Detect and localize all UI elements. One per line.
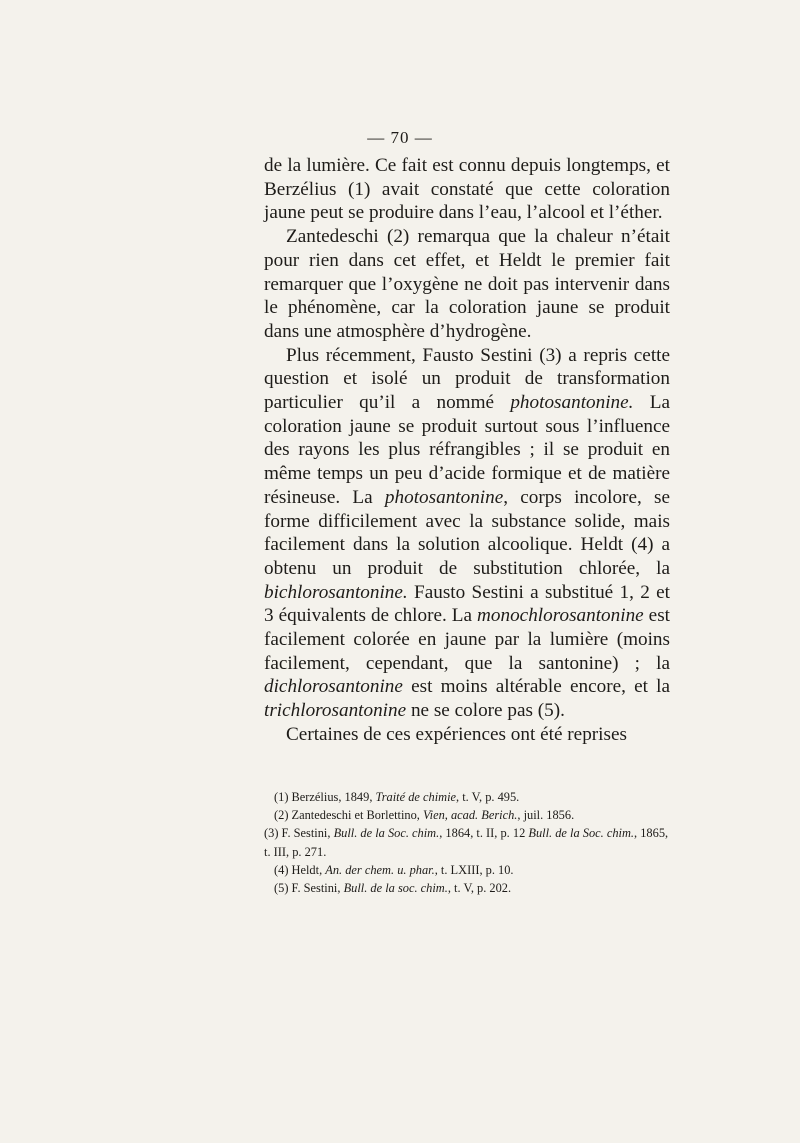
footnote-text: (5) F. Sestini, [274, 881, 344, 896]
footnotes [264, 788, 670, 897]
footnote-citation-title: Vien, acad. Berich. [422, 808, 518, 823]
footnote [264, 879, 670, 897]
footnote-text: , juil. 1856. [517, 808, 575, 823]
footnote-text: , t. V, p. 202. [447, 881, 512, 896]
footnote [264, 806, 670, 824]
italic-term: photosantonine [384, 486, 504, 508]
text-run: est facilement colorée en jaune par la lumière (moins facilement, cependant, que la santonine) ; la [264, 605, 670, 674]
footnote-citation-title: Bull. de la Soc. chim. [528, 826, 635, 841]
footnote-citation-title: Traité de chimie [375, 790, 457, 804]
footnote-text: (1) Berzélius, 1849, [274, 790, 376, 804]
paragraph [264, 344, 670, 723]
text-run: Plus récemment, Fausto Sestini (3) a repris cette question et isolé un produit de transformation particulier qu’il a nommé [264, 344, 670, 414]
text-run: ne se colore pas (5). [406, 700, 565, 722]
footnote [264, 861, 670, 879]
italic-term: trichlorosantonine [264, 700, 407, 722]
footnote [264, 788, 670, 806]
footnote-citation-title: Bull. de la soc. chim. [343, 881, 448, 896]
footnote [264, 824, 670, 860]
italic-term: dichlorosantonine [264, 676, 403, 698]
footnote-citation-title: An. der chem. u. phar. [325, 862, 435, 877]
text-run: Certaines de ces expériences ont été reprises [286, 723, 627, 745]
paragraph [264, 225, 670, 344]
footnote-text: (2) Zantedeschi et Borlettino, [274, 808, 423, 823]
paragraph [264, 723, 670, 747]
footnote-text: , t. V, p. 495. [456, 790, 520, 804]
paragraph [264, 154, 670, 225]
text-run: , corps incolore, se forme difficilement avec la substance solide, mais facilement dans la solution alcoolique. Heldt (4) a obtenu un produit de substitution chlorée, la [264, 486, 670, 579]
body-text [264, 154, 670, 747]
text-run: de la lumière. Ce fait est connu depuis longtemps, et Berzélius (1) avait constaté que cette coloration jaune peut se produire dans l’eau, l’alcool et l’éther. [264, 155, 670, 224]
footnote-text: (3) F. Sestini, [264, 826, 334, 841]
footnote-text: , t. LXIII, p. 10. [434, 862, 514, 877]
text-run: est moins altérable encore, et la [402, 676, 670, 698]
footnote-citation-title: Bull. de la Soc. chim. [333, 826, 440, 841]
footnote-text: (4) Heldt, [274, 862, 326, 877]
text-run: Zantedeschi (2) remarqua que la chaleur n’était pour rien dans cet effet, et Heldt le premier fait remarquer que l’oxygène ne doit pas intervenir dans le phénomène, car la coloration jaune se produit dans une atmosphère d’hydrogène. [264, 226, 670, 342]
italic-term: photosantonine. [510, 392, 634, 414]
italic-term: monochlorosantonine [477, 605, 644, 627]
italic-term: bichlorosantonine. [264, 581, 408, 603]
text-run: La coloration jaune se produit surtout sous l’influence des rayons les plus réfrangibles ; il se produit en même temps un peu d’acide formique et de matière résineuse. La [264, 392, 670, 508]
page-number: — 70 — [367, 128, 433, 147]
footnote-text: , 1864, t. II, p. 12 [439, 826, 529, 841]
footnote-text: , 1865, t. III, p. 271. [264, 826, 669, 859]
text-run: Fausto Sestini a substitué 1, 2 et 3 équivalents de chlore. La [264, 581, 670, 627]
